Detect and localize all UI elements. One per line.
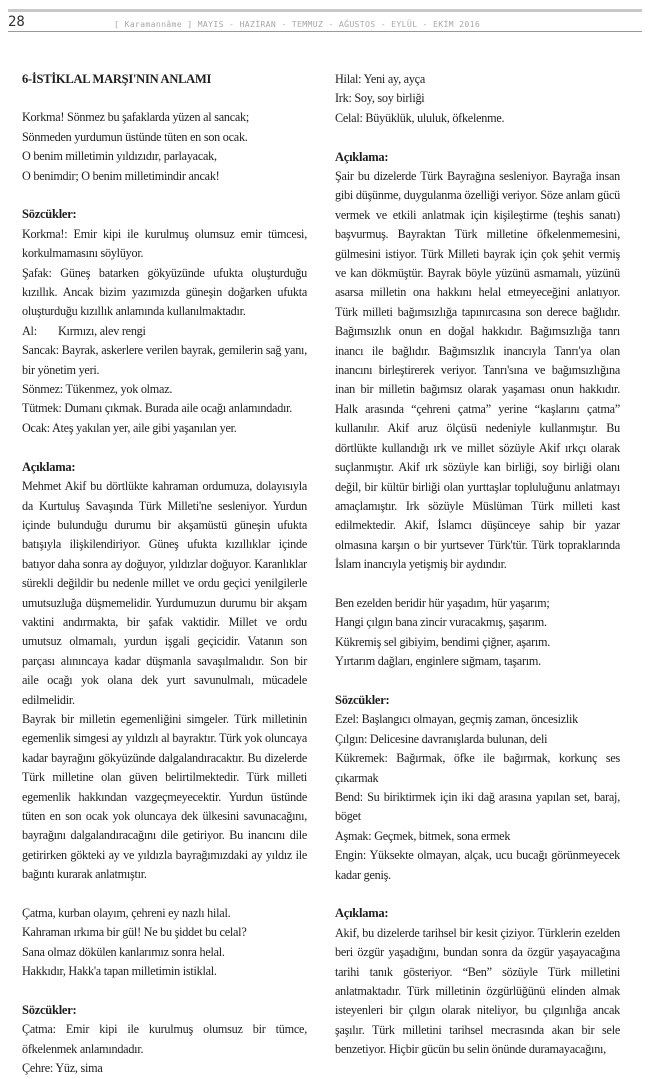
explanation-heading: Açıklama:	[22, 459, 76, 474]
word-value: Kırmızı, alev rengi	[58, 323, 146, 338]
word-definition: Bend: Su biriktirmek için iki dağ arasına yapılan set, baraj, böget	[335, 789, 620, 824]
stanza-2	[22, 904, 307, 982]
words-heading: Sözcükler:	[22, 1003, 77, 1018]
explanation-paragraph: Akif, bu dizelerde tarihsel bir kesit çiziyor. Türklerin ezelden beri özgür yaşadığını, bundan sonra da özgür yaşayacağına tarihi tanık gösteriyor. “Ben” sözüyle Türk milletini anlatmaktadır. Türk milletinin özgürlüğünü elinden almak isteyenleri bir çılgın olarak niteliyor, bu çılgınlığa ancak şaşılır. Türk milletini tarihsel mecrasında akan bir sele benzetiyor. Hiçbir gücün bu selin önünde duramayacağını,	[335, 925, 620, 1057]
verse-line: Kükremiş sel gibiyim, bendimi çiğner, aşarım.	[335, 634, 551, 649]
right-column	[335, 70, 620, 1060]
running-head: [ Karamannâme ] MAYIS - HAZİRAN - TEMMUZ - AĞUSTOS - EYLÜL - EKİM 2016	[114, 19, 481, 29]
word-definition: Sönmez: Tükenmez, yok olmaz.	[22, 382, 173, 397]
verse-line: Hakkıdır, Hakk'a tapan milletimin istiklal.	[22, 964, 217, 979]
word-definition: Engin: Yüksekte olmayan, alçak, ucu bucağı görünmeyecek kadar geniş.	[335, 848, 620, 882]
word-key: Al:	[22, 323, 37, 338]
verse-line: Sönmeden yurdumun üstünde tüten en son ocak.	[22, 129, 248, 144]
explanation-heading: Açıklama:	[335, 149, 389, 164]
verse-line: O benim milletimin yıldızıdır, parlayacak,	[22, 149, 217, 164]
verse-line: Kahraman ırkıma bir gül! Ne bu şiddet bu celal?	[22, 925, 247, 940]
verse-line: Korkma! Sönmez bu şafaklarda yüzen al sancak;	[22, 110, 249, 125]
header-rule-bottom	[8, 31, 642, 32]
verse-line: Yırtarım dağları, enginlere sığmam, taşarım.	[335, 654, 541, 669]
verse-line: Hangi çılgın bana zincir vuracakmış, şaşarım.	[335, 615, 547, 630]
stanza-3	[335, 594, 620, 672]
word-definition: Kükremek: Bağırmak, öfke ile bağırmak, korkunç ses çıkarmak	[335, 751, 620, 785]
words-heading: Sözcükler:	[335, 692, 390, 707]
word-definition: Çatma: Emir kipi ile kurulmuş olumsuz bir tümce, öfkelenmek anlamındadır.	[22, 1022, 307, 1056]
word-definition: Şafak: Güneş batarken gökyüzünde ufukta oluşturduğu kızıllık. Ancak bizim yazımızda güneşin doğarken ufukta oluşturduğu kızıllık anlamında kullanılmaktadır.	[22, 265, 307, 319]
word-definition: Celal: Büyüklük, ululuk, öfkelenme.	[335, 110, 505, 125]
header-rule-top	[8, 9, 642, 12]
words-heading: Sözcükler:	[22, 207, 77, 222]
stanza-1	[22, 108, 307, 186]
word-definition: Çılgın: Delicesine davranışlarda bulunan, deli	[335, 731, 548, 746]
explanation-paragraph: Mehmet Akif bu dörtlükte kahraman ordumuza, dolayısıyla da Kurtuluş Savaşında Türk Milleti'ne sesleniyor. Yurdun içinde bulunduğu durumu bir akşamüstü güneşin ufukta batışıyla ilişkilendiriyor. Güneş ufukta kızıllıklar içinde batıyor daha sonra ay doğuyor, yıldızlar doğuyor. Karanlıklar sürekli değildir bu nedenle millet ve ordu geçici yenilgilerle umutsuzluğa düşmemelidir. Yurdumuzun durumu bir akşam vaktini andırmakta, bir şafak vaktidir. Millet ve ordu umutsuz olmamalı, yurdun işgali geçicidir. Vatanın son parçası alınıncaya kadar düşmanla savaşılmalıdır. Son bir aile ocağı yok olana dek yurt savunulmalı, mücadele edilmelidir.	[22, 479, 307, 707]
left-column	[22, 70, 307, 1079]
verse-line: Sana olmaz dökülen kanlarımız sonra helal.	[22, 944, 225, 959]
page-header	[8, 14, 642, 30]
verse-line: Çatma, kurban olayım, çehreni ey nazlı hilal.	[22, 906, 231, 921]
explanation-heading: Açıklama:	[335, 906, 389, 921]
verse-line: Ben ezelden beridir hür yaşadım, hür yaşarım;	[335, 595, 550, 610]
word-definition: Korkma!: Emir kipi ile kurulmuş olumsuz emir tümcesi, korkulmamasını söylüyor.	[22, 226, 307, 261]
word-definition	[22, 322, 307, 341]
word-definition: Ocak: Ateş yakılan yer, aile gibi yaşanılan yer.	[22, 420, 237, 435]
word-definition: Ezel: Başlangıcı olmayan, geçmiş zaman, öncesizlik	[335, 712, 579, 727]
explanation-paragraph: Bayrak bir milletin egemenliğini simgeler. Türk milletinin egemenlik simgesi ay yıldızlı al bayraktır. Türk yok oluncaya kadar bayrağını gökyüzünde dalgalandıracaktır. Bu dizelerde Türk milletine olan güven belirtilmektedir. Türk milleti egemenlik hakkından vazgeçmeyecektir. Yurdun üstünde tüten en son ocak yok oluncaya dek ülkesini savunacağını, bayrağını dalgalandıracağını dile getiriyor. Bu inancını dile getirirken gökteki ay ve yıldızla bayrağımızdaki ay yıldız ile bağıntı kurarak anlatmıştır.	[22, 711, 307, 882]
word-definition: Tütmek: Dumanı çıkmak. Burada aile ocağı anlamındadır.	[22, 401, 293, 416]
section-title: 6-İSTİKLAL MARŞI'NIN ANLAMI	[22, 72, 212, 86]
word-definition: Sancak: Bayrak, askerlere verilen bayrak, gemilerin sağ yanı, bir yönetim yeri.	[22, 343, 307, 377]
explanation-paragraph: Şair bu dizelerde Türk Bayrağına sesleniyor. Bayrağa insan gibi düşünme, duygulanma özelliği veriyor. Söze anlam gücü vermek ve etkili anlatmak için kişileştirme (teşhis sanatı) başvurmuş. Bayraktan Türk milletine öfkelenmemesini, gülmesini istiyor. Türk Milleti bayrak için çok şehit vermiş ve kan dökmüştür. Bayrak böyle yüzünü asmamalı, yüzünü asarsa milletin ona hakkını helal etmeyeceğini anlatıyor. Türk milleti bağımsızlığa tapınırcasına son derece bağlıdır. Bağımsızlık onun en doğal hakkıdır. Bağımsızlığa tanrı inancı ile bağlıdır. Bağımsızlık inancıyla Tanrı'ya olan inancını birleştirerek veriyor. Tanrı'sına ve bağımsızlığına inan bir milletin bağımsız olarak yaşaması onun hakkıdır. Halk arasında “çehreni çatma” yerine “kaşlarını çatma” kullanılır. Akif aruz ölçüsü nedeniyle kullanmıştır. Bu dörtlükte kullandığı ırk ve millet sözüyle Akif ırkçı olarak suçlanmıştır. Akif ırk sözüyle kan birliği, soy birliği olanı değil, bir kültür birliği olan yurttaşlar topluluğunu anlatmayı amaçlamıştır. Irk sözüyle Müslüman Türk milleti kast edilmektedir. Akif, İslamcı düşünceye sahip bir yazar olmasına karşın o bir yurtsever Türk'tür. Türk topraklarında İslam inancıyla yetişmiş bir aydındır.	[335, 169, 620, 572]
word-definition: Irk: Soy, soy birliği	[335, 91, 425, 106]
word-definition: Aşmak: Geçmek, bitmek, sona ermek	[335, 828, 511, 843]
verse-line: O benimdir; O benim milletimindir ancak!	[22, 168, 220, 183]
word-definition: Çehre: Yüz, sima	[22, 1061, 103, 1076]
page-number: 28	[8, 14, 25, 30]
word-definition: Hilal: Yeni ay, ayça	[335, 72, 425, 86]
